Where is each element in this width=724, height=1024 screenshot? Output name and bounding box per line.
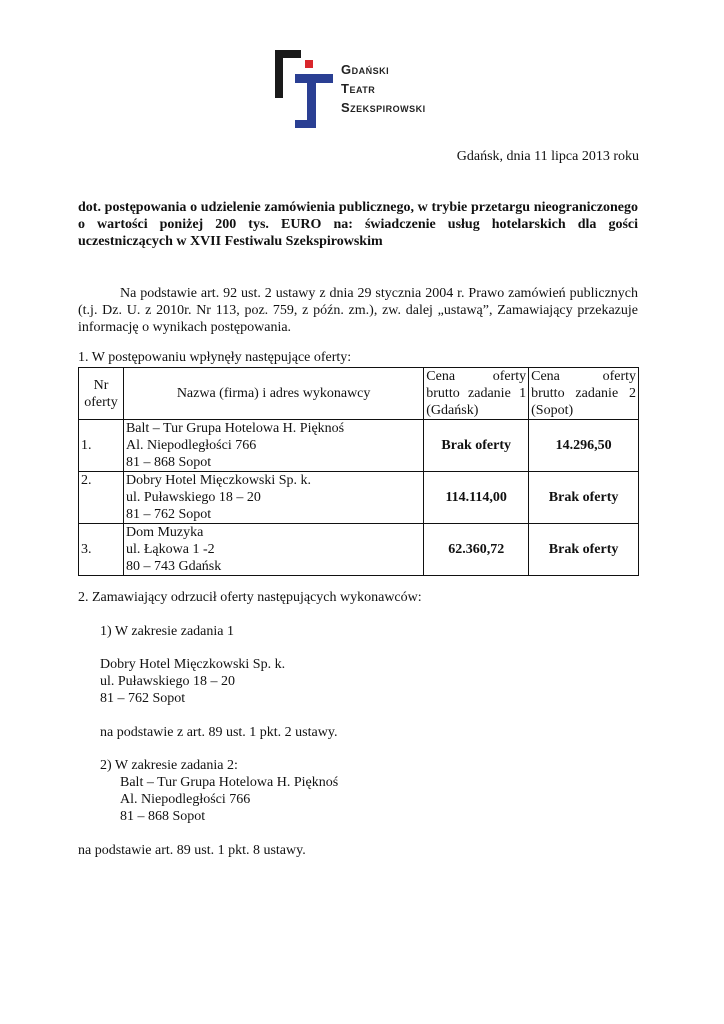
header-price-2-line-3: (Sopot) [531,403,574,418]
contractor-name: Balt – Tur Grupa Hotelowa H. Pięknoś [125,421,345,436]
row-price-2: 14.296,50 [529,420,639,472]
row-price-2: Brak oferty [529,472,639,524]
rejection-2-contractor [120,774,338,825]
theatre-logo [273,46,453,136]
subject-paragraph: dot. postępowania o udzielenie zamówienia publicznego, w trybie przetargu nieograniczonego o wartości poniżej 200 tys. EURO na: świadczenie usług hotelarskich dla gości uczestniczących w XVII Festiwalu Szekspirowskim [78,200,638,249]
logo-wordmark [341,60,426,117]
row-price-1: Brak oferty [424,420,529,472]
row-contractor [123,524,423,576]
intro-paragraph: Na podstawie art. 92 ust. 2 ustawy z dnia 29 stycznia 2004 r. Prawo zamówień publicznych (t.j. Dz. U. z 2010r. Nr 113, poz. 759, z późn. zm.), zw. dalej „ustawą”, Zamawiający przekazuje informację o wynikach postępowania. [78,286,638,335]
section-2-heading: 2. Zamawiający odrzucił oferty następujących wykonawców: [78,590,422,605]
header-price-2-line-1: Cena oferty [531,369,636,384]
rejection-1-heading: 1) W zakresie zadania 1 [100,624,234,639]
rejection-1-contractor [100,656,285,707]
row-contractor [123,420,423,472]
logo-line-2: Teatr [341,81,376,96]
rejected-contractor-city: 81 – 762 Sopot [100,691,186,706]
rejection-1-basis: na podstawie z art. 89 ust. 1 pkt. 2 ustawy. [100,725,338,740]
contractor-name: Dobry Hotel Mięczkowski Sp. k. [125,473,312,488]
contractor-street: Al. Niepodległości 766 [125,438,257,453]
row-price-1: 114.114,00 [424,472,529,524]
contractor-street: ul. Puławskiego 18 – 20 [125,490,261,505]
header-nr [79,368,124,420]
header-price-1-line-1: Cena oferty [426,369,527,384]
rejection-2-heading: 2) W zakresie zadania 2: [100,758,238,773]
row-price-1: 62.360,72 [424,524,529,576]
row-nr: 1. [79,420,124,472]
row-nr: 2. [79,472,124,524]
rejected-contractor-street: Al. Niepodległości 766 [120,792,251,807]
contractor-street: ul. Łąkowa 1 -2 [125,542,215,557]
contractor-name: Dom Muzyka [125,525,204,540]
document-date: Gdańsk, dnia 11 lipca 2013 roku [456,149,639,164]
offers-table [78,367,639,576]
logo-line-1: Gdański [341,62,390,77]
rejected-contractor-street: ul. Puławskiego 18 – 20 [100,674,235,689]
header-price-1-line-3: (Gdańsk) [426,403,479,418]
row-nr: 3. [79,524,124,576]
section-1-heading: 1. W postępowaniu wpłynęły następujące oferty: [78,350,352,365]
header-name: Nazwa (firma) i adres wykonawcy [123,368,423,420]
table-row [79,420,639,472]
table-row [79,524,639,576]
header-price-1-line-2: brutto zadanie 1 [426,386,527,401]
logo-mark-icon [273,46,335,130]
row-price-2: Brak oferty [529,524,639,576]
header-nr-line-2: oferty [84,394,118,410]
rejection-2-basis: na podstawie art. 89 ust. 1 pkt. 8 ustawy. [78,843,306,858]
rejected-contractor-name: Balt – Tur Grupa Hotelowa H. Pięknoś [120,775,339,790]
header-price-2-line-2: brutto zadanie 2 [531,386,636,401]
header-price-2 [529,368,639,420]
row-contractor [123,472,423,524]
rejected-contractor-city: 81 – 868 Sopot [120,809,206,824]
logo-line-3: Szekspirowski [341,100,426,115]
rejected-contractor-name: Dobry Hotel Mięczkowski Sp. k. [100,657,286,672]
contractor-city: 80 – 743 Gdańsk [125,559,222,574]
table-row [79,472,639,524]
header-price-1 [424,368,529,420]
contractor-city: 81 – 868 Sopot [125,455,212,470]
contractor-city: 81 – 762 Sopot [125,507,212,522]
table-header-row [79,368,639,420]
header-nr-line-1: Nr [93,377,109,393]
